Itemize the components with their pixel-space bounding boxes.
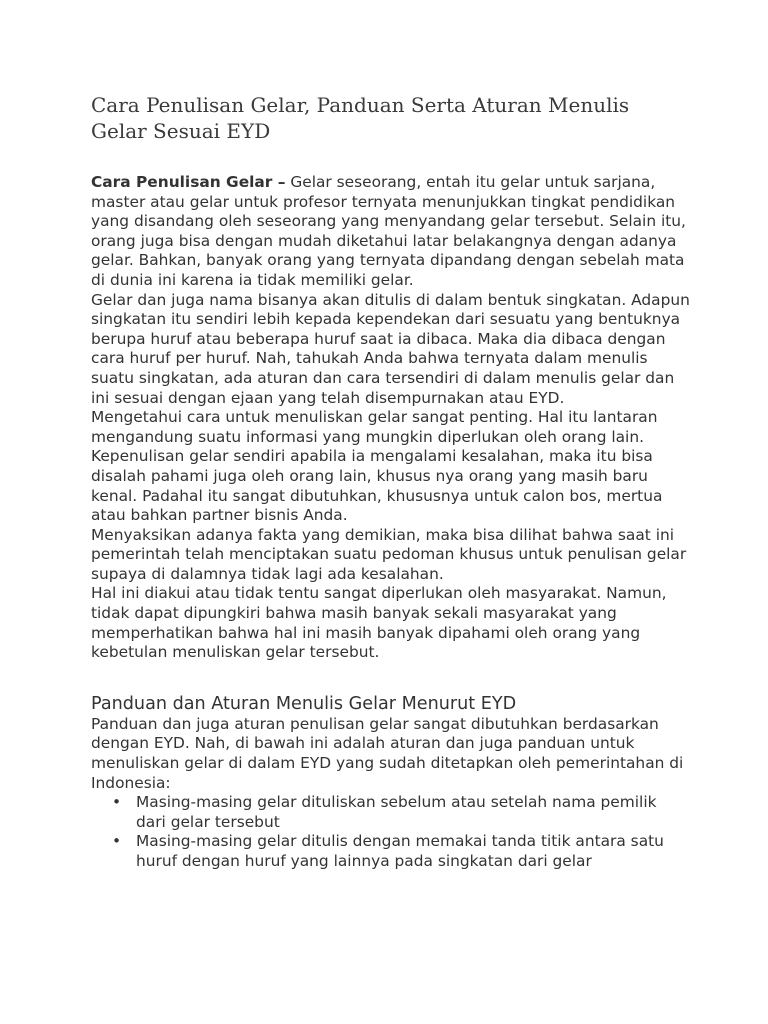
intro-section bbox=[91, 173, 691, 663]
document-page bbox=[91, 92, 691, 872]
lead-bold-text: Cara Penulisan Gelar – bbox=[91, 173, 286, 191]
list-item bbox=[112, 832, 691, 871]
lead-body-text: Gelar seseorang, entah itu gelar untuk sarjana, master atau gelar untuk profesor ternyata menunjukkan tingkat pendidikan yang disandang oleh seseorang yang menyandang gelar tersebut. Selain itu, orang juga bisa dengan mudah diketahui latar belakangnya dengan adanya gelar. Bahkan, banyak orang yang ternyata dipandang dengan sebelah mata di dunia ini karena ia tidak memiliki gelar. bbox=[91, 173, 686, 289]
section-paragraph: Panduan dan juga aturan penulisan gelar sangat dibutuhkan berdasarkan dengan EYD. Nah, di bawah ini adalah aturan dan juga panduan untuk menuliskan gelar di dalam EYD yang sudah ditetapkan oleh pemerintahan di Indonesia: bbox=[91, 714, 684, 792]
bullet-icon: • bbox=[112, 793, 122, 812]
body-paragraph: Gelar dan juga nama bisanya akan ditulis di dalam bentuk singkatan. Adapun singkatan itu sendiri lebih kepada kependekan dari sesuatu yang bentuknya berupa huruf atau beberapa huruf saat ia dibaca. Maka dia dibaca dengan cara huruf per huruf. Nah, tahukah Anda bahwa ternyata dalam menulis suatu singkatan, ada aturan dan cara tersendiri di dalam menulis gelar dan ini sesuai dengan ejaan yang telah disempurnakan atau EYD. bbox=[91, 290, 690, 407]
list-item-text: Masing-masing gelar dituliskan sebelum atau setelah nama pemilik dari gelar tersebut bbox=[136, 793, 657, 831]
list-item-text: Masing-masing gelar ditulis dengan memakai tanda titik antara satu huruf dengan huruf yang lainnya pada singkatan dari gelar bbox=[136, 832, 664, 870]
document-title: Cara Penulisan Gelar, Panduan Serta Aturan Menulis Gelar Sesuai EYD bbox=[91, 93, 630, 143]
body-paragraph: Menyaksikan adanya fakta yang demikian, maka bisa dilihat bahwa saat ini pemerintah telah menciptakan suatu pedoman khusus untuk penulisan gelar supaya di dalamnya tidak lagi ada kesalahan. bbox=[91, 525, 687, 583]
section-heading: Panduan dan Aturan Menulis Gelar Menurut EYD bbox=[91, 693, 517, 714]
rules-list bbox=[91, 793, 691, 871]
intro-lead-paragraph bbox=[91, 173, 691, 291]
list-item bbox=[112, 793, 691, 832]
bullet-icon: • bbox=[112, 832, 122, 851]
guidelines-section bbox=[91, 715, 691, 872]
body-paragraph: Mengetahui cara untuk menuliskan gelar sangat penting. Hal itu lantaran mengandung suatu informasi yang mungkin diperlukan oleh orang lain. Kepenulisan gelar sendiri apabila ia mengalami kesalahan, maka itu bisa disalah pahami juga oleh orang lain, khusus nya orang yang masih baru kenal. Padahal itu sangat dibutuhkan, khususnya untuk calon bos, mertua atau bahkan partner bisnis Anda. bbox=[91, 408, 663, 525]
body-paragraph: Hal ini diakui atau tidak tentu sangat diperlukan oleh masyarakat. Namun, tidak dapat dipungkiri bahwa masih banyak sekali masyarakat yang memperhatikan bahwa hal ini masih banyak dipahami oleh orang yang kebetulan menuliskan gelar tersebut. bbox=[91, 584, 667, 662]
